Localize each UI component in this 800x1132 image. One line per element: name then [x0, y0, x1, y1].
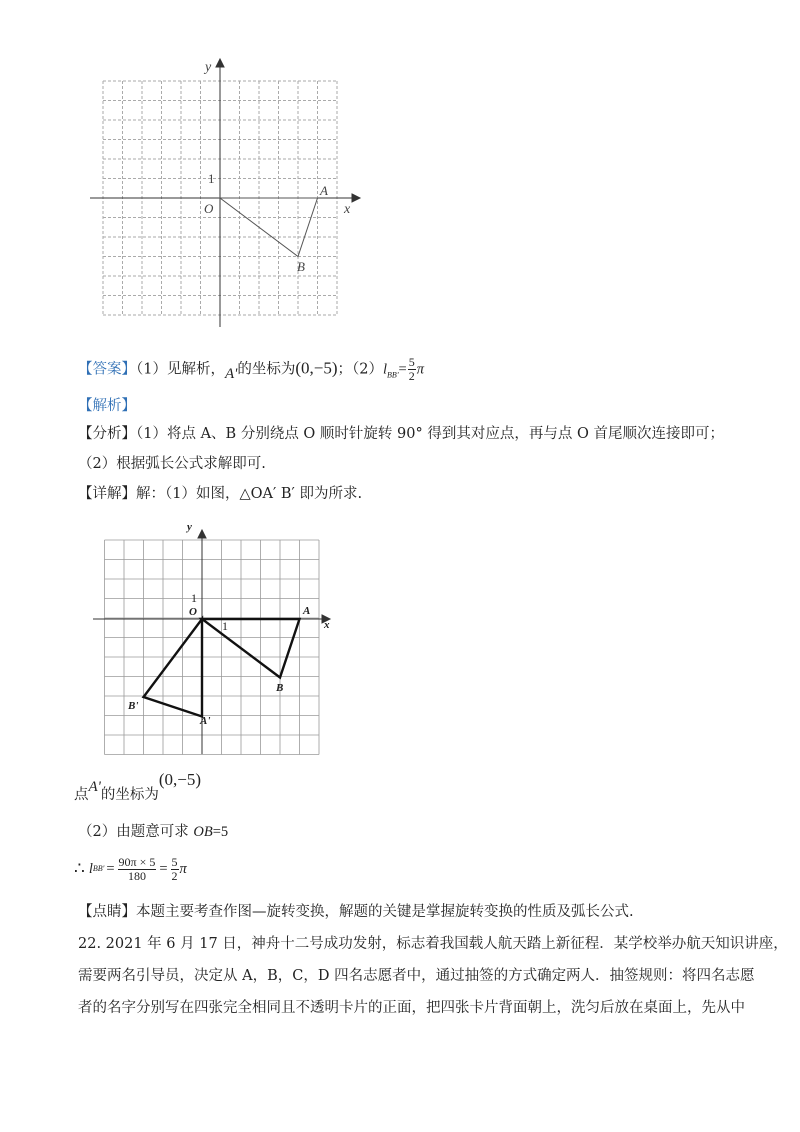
part2-text: （2）由题意可求 — [78, 824, 194, 840]
fig1-point-b-label: B — [297, 259, 305, 274]
fenxi-line-2: （2）根据弧长公式求解即可. — [78, 456, 266, 472]
fig1-y-arrow — [216, 59, 224, 67]
dianjing-line — [78, 902, 634, 922]
fig2-origin-label: O — [189, 606, 197, 618]
part2-line — [78, 822, 228, 842]
answer-tag: 【答案】 — [78, 361, 136, 378]
fig2-triangle-oab — [202, 619, 300, 678]
q22-line-1: 22. 2021 年 6 月 17 日，神舟十二号成功发射，标志着我国载人航天踏上新征程．某学校举办航天知识讲座， — [78, 936, 788, 952]
answer-frac-den: 2 — [408, 369, 415, 383]
fig2-x-label: x — [324, 619, 330, 631]
therefore-frac1-num: 90π × 5 — [118, 854, 156, 869]
jiexi-tag: 【解析】 — [78, 398, 136, 414]
fig1-point-a-label: A — [320, 183, 328, 198]
answer-part1: （1）见解析， — [136, 361, 225, 378]
fig1-x-label: x — [344, 202, 351, 217]
xiangjie-line — [78, 484, 362, 504]
fenxi-text-1: （1）将点 A、B 分别绕点 O 顺时针旋转 90° 得到其对应点，再与点 O 首尾顺次连接即可； — [136, 426, 724, 442]
therefore-frac2 — [171, 856, 179, 883]
figure-1-grid — [90, 55, 370, 335]
answer-coord: (0,−5) — [295, 358, 338, 378]
point-prefix: 点 — [74, 787, 89, 803]
therefore-line — [74, 852, 187, 886]
fig2-point-a-prime-label: A' — [200, 715, 211, 727]
xiangjie-tag: 【详解】 — [78, 486, 136, 502]
fig1-triangle-oab — [220, 198, 318, 257]
fig2-unit-x-label: 1 — [222, 619, 228, 633]
therefore-pi: π — [179, 861, 187, 877]
figure-2-grid — [88, 518, 343, 758]
dianjing-text: 本题主要考查作图—旋转变换，解题的关键是掌握旋转变换的性质及弧长公式. — [136, 904, 634, 920]
point-a-prime: A' — [88, 779, 101, 795]
therefore-eq2: = — [159, 861, 168, 877]
fenxi-tag: 【分析】 — [78, 426, 136, 442]
therefore-eq1: = — [106, 861, 115, 877]
xiangjie-text: 解：（1）如图，△OA′ B′ 即为所求. — [136, 486, 363, 502]
answer-coord-text: 的坐标为 — [237, 361, 296, 378]
answer-eq: = — [398, 361, 407, 378]
therefore-frac2-num: 5 — [171, 854, 178, 869]
therefore-l: l — [88, 861, 93, 877]
point-coord-text: 的坐标为 — [100, 787, 159, 803]
fig2-y-arrow — [198, 530, 206, 538]
fig1-x-arrow — [352, 194, 360, 202]
therefore-l-sub: BB' — [92, 864, 105, 873]
fig1-unit-label: 1 — [208, 171, 215, 186]
fig2-unit-label: 1 — [191, 591, 197, 605]
answer-a-prime: A' — [224, 365, 238, 382]
fig1-origin-label: O — [204, 201, 214, 216]
fig2-point-b-prime-label: B' — [128, 700, 139, 712]
point-coord-value: (0,−5) — [158, 770, 202, 789]
dianjing-tag: 【点睛】 — [78, 904, 136, 920]
q22-line-2: 需要两名引导员，决定从 A，B，C，D 四名志愿者中，通过抽签的方式确定两人．抽签规则：将四名志愿 — [78, 968, 755, 984]
answer-part2: （2） — [352, 361, 384, 378]
answer-l-symbol: l — [383, 361, 388, 378]
part2-value: =5 — [212, 824, 229, 840]
answer-fraction — [408, 356, 416, 383]
fig2-point-b-label: B — [276, 682, 284, 694]
q22-line-3: 者的名字分别写在四张完全相同且不透明卡片的正面，把四张卡片背面朝上，洗匀后放在桌面上，先从中 — [78, 1000, 745, 1016]
fig2-triangle-oab-prime — [144, 619, 203, 717]
fig2-y-label: y — [187, 521, 192, 533]
answer-frac-num: 5 — [408, 355, 415, 369]
therefore-frac2-den: 2 — [171, 868, 178, 883]
therefore-frac1 — [118, 856, 157, 883]
fenxi-line-1 — [78, 424, 724, 444]
answer-sep: ； — [337, 361, 353, 378]
point-coord-line — [74, 772, 201, 804]
therefore-frac1-den: 180 — [127, 868, 146, 883]
answer-pi: π — [416, 361, 424, 378]
therefore-symbol: ∴ — [74, 859, 85, 879]
fig1-y-label: y — [205, 60, 212, 75]
fig2-point-a-label: A — [303, 605, 311, 617]
answer-l-sub: BB' — [387, 370, 399, 380]
part2-ob: OB — [193, 824, 213, 840]
answer-line — [78, 356, 424, 385]
